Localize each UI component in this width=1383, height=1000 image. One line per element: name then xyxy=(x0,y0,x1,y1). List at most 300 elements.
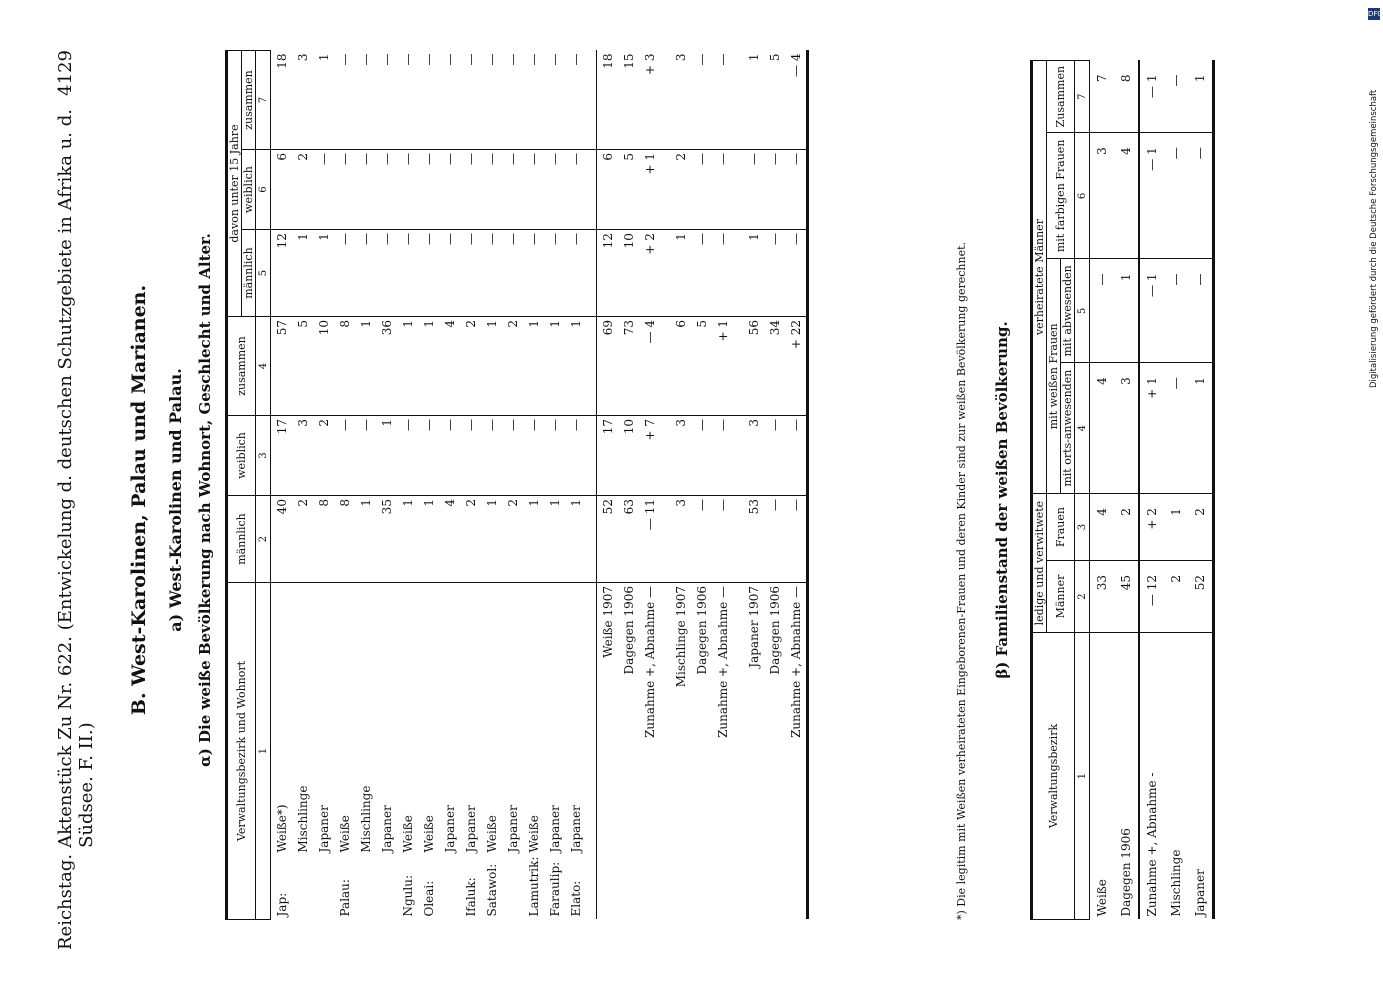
table-cell: 4 xyxy=(1090,494,1115,561)
table-cell: 1 xyxy=(481,317,502,416)
column-number: 4 xyxy=(1075,363,1090,494)
table-cell: 2 xyxy=(292,150,313,230)
summary-cell: — xyxy=(785,416,808,496)
table-cell: 4 xyxy=(1090,363,1115,494)
summary-cell: 17 xyxy=(597,416,619,496)
section-alpha-title: α) Die weiße Bevölkerung nach Wohnort, Geschlecht und Alter. xyxy=(196,233,214,767)
table-cell: — xyxy=(418,51,439,150)
footnote: *) Die legitim mit Weißen verheirateten Eingeborenen-Frauen und deren Kinder sind zur weißen Bevölkerung gerechnet. xyxy=(955,241,968,920)
summary-cell: 63 xyxy=(618,496,639,583)
header-left: Reichstag. xyxy=(55,853,76,950)
spacer-row xyxy=(660,51,670,920)
summary-cell: — xyxy=(785,230,808,317)
page-header xyxy=(55,50,97,950)
table-cell: — 1 xyxy=(1139,61,1164,133)
summary-cell: + 1 xyxy=(639,150,660,230)
summary-cell: — xyxy=(712,150,733,230)
summary-cell: — 11 xyxy=(639,496,660,583)
table-cell: — xyxy=(1164,133,1188,259)
dfg-logo: DFG xyxy=(1368,10,1383,18)
head2-verheiratete: verheiratete Männer xyxy=(1032,61,1047,494)
table-cell: — xyxy=(397,230,418,317)
head-zusammen: zusammen xyxy=(227,317,256,416)
row-label: Dagegen 1906 xyxy=(1119,828,1133,917)
summary-row xyxy=(764,51,785,920)
table-cell: 2 xyxy=(1164,561,1188,633)
table-cell: — xyxy=(355,416,376,496)
table-cell: 1 xyxy=(523,496,544,583)
column-number: 1 xyxy=(256,583,271,920)
summary-cell: 1 xyxy=(670,230,691,317)
table-cell: 10 xyxy=(313,317,334,416)
row-stand: Weiße xyxy=(421,815,436,853)
row-bezirk: Satawol: xyxy=(484,863,499,917)
summary-cell: — xyxy=(712,51,733,150)
table-cell: — xyxy=(502,51,523,150)
summary-row xyxy=(785,51,808,920)
table-row xyxy=(355,51,376,920)
summary-cell: + 3 xyxy=(639,51,660,150)
column-number: 1 xyxy=(1075,633,1090,920)
table-cell: 1 xyxy=(1164,494,1188,561)
table-cell: — xyxy=(544,51,565,150)
table-cell: 1 xyxy=(376,416,397,496)
table-cell: 2 xyxy=(1188,494,1214,561)
table-cell: — xyxy=(565,230,586,317)
column-number: 3 xyxy=(256,416,271,496)
section-a-title: a) West-Karolinen und Palau. xyxy=(166,368,185,632)
row-bezirk: Ifaluk: xyxy=(463,877,478,917)
table-row xyxy=(1188,61,1214,920)
table-cell: — xyxy=(1164,259,1188,363)
head2-zusammen: Zusammen xyxy=(1047,61,1075,133)
table-cell: 1 xyxy=(565,496,586,583)
summary-row xyxy=(639,51,660,920)
head2-farbigen: mit farbigen Frauen xyxy=(1047,133,1075,259)
summary-cell: 3 xyxy=(670,496,691,583)
table-cell: — xyxy=(1090,259,1115,363)
column-number: 5 xyxy=(1075,259,1090,363)
table-cell: 45 xyxy=(1114,561,1139,633)
row-label xyxy=(439,583,460,920)
row-bezirk: Elato: xyxy=(568,880,583,917)
column-number: 4 xyxy=(256,317,271,416)
table-cell: — xyxy=(355,150,376,230)
summary-cell: 6 xyxy=(597,150,619,230)
summary-row xyxy=(691,51,712,920)
column-number: 6 xyxy=(256,150,271,230)
table-cell: — xyxy=(523,416,544,496)
table-cell: 1 xyxy=(355,496,376,583)
row-label xyxy=(271,583,293,920)
table-cell: — xyxy=(481,230,502,317)
table-cell: — xyxy=(334,150,355,230)
summary-cell: — xyxy=(691,230,712,317)
table-cell: 40 xyxy=(271,496,293,583)
table-cell: 52 xyxy=(1188,561,1214,633)
table-cell: 7 xyxy=(1090,61,1115,133)
summary-label: Japaner 1907 xyxy=(746,586,761,668)
table-cell: — xyxy=(565,416,586,496)
summary-cell: — xyxy=(691,416,712,496)
table-cell: 18 xyxy=(271,51,293,150)
table-cell: 1 xyxy=(397,496,418,583)
row-stand: Japaner xyxy=(505,805,520,853)
row-label xyxy=(523,583,544,920)
summary-cell: 3 xyxy=(670,416,691,496)
summary-cell: — xyxy=(691,51,712,150)
summary-cell: — xyxy=(743,150,764,230)
row-bezirk: Faraulip: xyxy=(547,861,562,917)
row-stand: Japaner xyxy=(442,805,457,853)
table-cell: + 1 xyxy=(1139,363,1164,494)
table-cell: — xyxy=(523,150,544,230)
summary-cell: 10 xyxy=(618,416,639,496)
head2-ortsanwesend: mit orts-anwesenden xyxy=(1061,363,1075,494)
table-cell: 36 xyxy=(376,317,397,416)
summary-cell: 5 xyxy=(764,51,785,150)
table-cell: 1 xyxy=(544,496,565,583)
head-maennlich: männlich xyxy=(227,496,256,583)
row-bezirk: Oleai: xyxy=(421,880,436,917)
summary-cell: — xyxy=(764,496,785,583)
table-cell: — xyxy=(565,150,586,230)
summary-cell: 10 xyxy=(618,230,639,317)
column-number: 5 xyxy=(256,230,271,317)
table-cell: — xyxy=(544,416,565,496)
table-cell: — xyxy=(544,150,565,230)
table-cell: — xyxy=(334,51,355,150)
table-row xyxy=(544,51,565,920)
row-bezirk: Palau: xyxy=(337,879,352,917)
row-label xyxy=(334,583,355,920)
table-row xyxy=(292,51,313,920)
table-row xyxy=(397,51,418,920)
table-cell: 3 xyxy=(1090,133,1115,259)
table-cell: 1 xyxy=(313,51,334,150)
table-cell: — xyxy=(481,51,502,150)
table-cell: 6 xyxy=(271,150,293,230)
row-stand: Weiße xyxy=(337,815,352,853)
head-unter15: davon unter 15 Jahre xyxy=(227,51,242,317)
table-cell: 1 xyxy=(1114,259,1139,363)
table-cell: — xyxy=(355,51,376,150)
summary-label: Zunahme +, Abnahme — xyxy=(788,586,803,738)
row-stand: Weiße*) xyxy=(274,804,289,853)
summary-label: Dagegen 1906 xyxy=(694,586,709,675)
table-cell: — xyxy=(439,150,460,230)
summary-cell: 1 xyxy=(743,230,764,317)
table-cell: — xyxy=(418,416,439,496)
table-row xyxy=(523,51,544,920)
summary-cell: 69 xyxy=(597,317,619,416)
row-label: Weiße xyxy=(1095,879,1109,917)
row-stand: Weiße xyxy=(400,815,415,853)
table-cell: — xyxy=(1164,363,1188,494)
table-cell: 2 xyxy=(502,496,523,583)
table-cell: — xyxy=(502,230,523,317)
table-cell: — xyxy=(502,416,523,496)
head2-abwesend: mit abwesenden xyxy=(1061,259,1075,363)
spacer-row xyxy=(733,51,743,920)
table-cell: — xyxy=(418,230,439,317)
table-cell: 2 xyxy=(460,496,481,583)
table-cell: 2 xyxy=(1114,494,1139,561)
row-stand: Japaner xyxy=(547,805,562,853)
table-row xyxy=(271,51,293,920)
summary-label: Mischlinge 1907 xyxy=(673,586,688,688)
head2-maenner: Männer xyxy=(1047,561,1075,633)
table-row xyxy=(502,51,523,920)
table-cell: + 2 xyxy=(1139,494,1164,561)
column-number: 7 xyxy=(256,51,271,150)
summary-cell: — xyxy=(764,230,785,317)
table-cell: — xyxy=(460,51,481,150)
table-cell: 1 xyxy=(565,317,586,416)
row-stand: Mischlinge xyxy=(358,785,373,853)
population-table xyxy=(225,50,809,920)
table-cell: 3 xyxy=(1114,363,1139,494)
table-cell: 8 xyxy=(334,317,355,416)
row-label xyxy=(418,583,439,920)
summary-cell: 53 xyxy=(743,496,764,583)
table-row xyxy=(1090,61,1115,920)
page-number: 4129 xyxy=(55,50,76,96)
table-cell: 2 xyxy=(460,317,481,416)
section-b-title: B. West-Karolinen, Palau und Marianen. xyxy=(128,284,150,716)
table-cell: 1 xyxy=(418,496,439,583)
table-cell: 2 xyxy=(502,317,523,416)
table-cell: — xyxy=(1188,259,1214,363)
summary-cell: 12 xyxy=(597,230,619,317)
table-row xyxy=(1164,61,1188,920)
table-cell: 3 xyxy=(292,416,313,496)
family-status-table xyxy=(1030,60,1215,920)
summary-label: Dagegen 1906 xyxy=(621,586,636,675)
summary-cell: — xyxy=(764,416,785,496)
head2-mit-weissen: mit weißen Frauen xyxy=(1047,259,1061,494)
row-label: Japaner xyxy=(1193,869,1207,917)
population-table-body xyxy=(271,51,808,920)
table-cell: 1 xyxy=(418,317,439,416)
table-cell: — xyxy=(460,416,481,496)
table-cell: — xyxy=(397,51,418,150)
summary-cell: 3 xyxy=(743,416,764,496)
summary-cell: + 22 xyxy=(785,317,808,416)
summary-cell: 56 xyxy=(743,317,764,416)
summary-row xyxy=(743,51,764,920)
row-label xyxy=(313,583,334,920)
row-label xyxy=(544,583,565,920)
summary-cell: 6 xyxy=(670,317,691,416)
table-cell: 4 xyxy=(439,496,460,583)
row-label xyxy=(397,583,418,920)
table-cell: — xyxy=(439,230,460,317)
table-cell: 1 xyxy=(1188,363,1214,494)
table-row xyxy=(418,51,439,920)
table-cell: — xyxy=(1188,133,1214,259)
table-cell: 4 xyxy=(439,317,460,416)
table-cell: — xyxy=(313,150,334,230)
table-cell: 1 xyxy=(481,496,502,583)
row-label xyxy=(565,583,586,920)
table-cell: 8 xyxy=(334,496,355,583)
row-label xyxy=(460,583,481,920)
table-cell: — xyxy=(439,416,460,496)
table-cell: 8 xyxy=(1114,61,1139,133)
table-cell: — xyxy=(523,51,544,150)
table-cell: 5 xyxy=(292,317,313,416)
summary-cell: — xyxy=(712,496,733,583)
table-cell: — xyxy=(481,150,502,230)
family-status-table-body xyxy=(1090,61,1214,920)
head-u15-maennlich: männlich xyxy=(242,230,256,317)
column-number: 2 xyxy=(256,496,271,583)
column-number: 7 xyxy=(1075,61,1090,133)
table-cell: — xyxy=(334,416,355,496)
row-stand: Japaner xyxy=(568,805,583,853)
column-number: 3 xyxy=(1075,494,1090,561)
summary-cell: 5 xyxy=(691,317,712,416)
table-cell: 2 xyxy=(313,416,334,496)
table-cell: 1 xyxy=(523,317,544,416)
table-cell: — xyxy=(376,51,397,150)
table-cell: 2 xyxy=(292,496,313,583)
table-cell: 1 xyxy=(313,230,334,317)
head2-bezirk: Verwaltungsbezirk xyxy=(1032,633,1075,920)
table-cell: 1 xyxy=(1188,61,1214,133)
row-label xyxy=(292,583,313,920)
summary-cell: 2 xyxy=(670,150,691,230)
dfg-credit: Digitalisierung gefördert durch die Deutsche Forschungsgemeinschaft xyxy=(1369,89,1379,388)
summary-label: Zunahme +, Abnahme — xyxy=(642,586,657,738)
row-label: Zunahme +, Abnahme - xyxy=(1139,633,1164,920)
section-beta-title: β) Familienstand der weißen Bevölkerung. xyxy=(993,321,1011,679)
table-cell: — xyxy=(397,416,418,496)
table-row xyxy=(565,51,586,920)
header-middle: Aktenstück Zu Nr. 622. (Entwickelung d. deutschen Schutzgebiete in Afrika u. d. Südsee. F. II.) xyxy=(55,109,97,848)
row-stand: Japaner xyxy=(379,805,394,853)
table-cell: 4 xyxy=(1114,133,1139,259)
row-stand: Japaner xyxy=(316,805,331,853)
row-bezirk: Ngulu: xyxy=(400,874,415,917)
table-cell: — xyxy=(418,150,439,230)
table-cell: — xyxy=(376,230,397,317)
summary-cell: — xyxy=(691,150,712,230)
table-cell: 1 xyxy=(544,317,565,416)
row-stand: Weiße xyxy=(484,815,499,853)
summary-cell: — xyxy=(712,416,733,496)
row-bezirk: Lamutrik: xyxy=(526,856,541,917)
column-number: 6 xyxy=(1075,133,1090,259)
table-row xyxy=(439,51,460,920)
table-cell: — xyxy=(355,230,376,317)
table-cell: 12 xyxy=(271,230,293,317)
table-row xyxy=(481,51,502,920)
row-label xyxy=(481,583,502,920)
table-cell: — xyxy=(376,150,397,230)
summary-cell: 1 xyxy=(743,51,764,150)
table-row xyxy=(313,51,334,920)
summary-cell: + 7 xyxy=(639,416,660,496)
row-stand: Mischlinge xyxy=(295,785,310,853)
table-cell: — xyxy=(439,51,460,150)
table-cell: 17 xyxy=(271,416,293,496)
head-u15-zusammen: zusammen xyxy=(242,51,256,150)
row-label xyxy=(355,583,376,920)
table-cell: — xyxy=(460,150,481,230)
table-cell: — 1 xyxy=(1139,259,1164,363)
table-cell: 8 xyxy=(313,496,334,583)
table-row xyxy=(1114,61,1139,920)
column-numbers xyxy=(256,51,271,920)
row-label xyxy=(376,583,397,920)
table-cell: — 1 xyxy=(1139,133,1164,259)
summary-cell: 5 xyxy=(618,150,639,230)
table-cell: — xyxy=(502,150,523,230)
table-cell: — xyxy=(1164,61,1188,133)
row-stand: Weiße xyxy=(526,815,541,853)
table-row xyxy=(376,51,397,920)
summary-label: Weiße 1907 xyxy=(597,583,619,920)
head2-frauen: Frauen xyxy=(1047,494,1075,561)
summary-cell: — 4 xyxy=(785,51,808,150)
table-cell: 3 xyxy=(292,51,313,150)
table-row xyxy=(1139,61,1164,920)
table-cell: — 12 xyxy=(1139,561,1164,633)
summary-row xyxy=(597,51,619,920)
summary-label: Zunahme +, Abnahme — xyxy=(715,586,730,738)
summary-cell: — xyxy=(785,150,808,230)
summary-cell: 34 xyxy=(764,317,785,416)
summary-cell: 3 xyxy=(670,51,691,150)
summary-cell: + 1 xyxy=(712,317,733,416)
summary-cell: 73 xyxy=(618,317,639,416)
spacer-row xyxy=(586,51,597,920)
head-weiblich: weiblich xyxy=(227,416,256,496)
table-cell: 1 xyxy=(355,317,376,416)
summary-cell: — xyxy=(691,496,712,583)
table-cell: — xyxy=(397,150,418,230)
table-cell: 57 xyxy=(271,317,293,416)
summary-row xyxy=(618,51,639,920)
summary-cell: — xyxy=(764,150,785,230)
table-cell: 1 xyxy=(292,230,313,317)
summary-label: Dagegen 1906 xyxy=(767,586,782,675)
table-cell: — xyxy=(565,51,586,150)
head2-ledige: ledige und verwitwete xyxy=(1032,494,1047,633)
table-cell: 33 xyxy=(1090,561,1115,633)
row-bezirk: Jap: xyxy=(274,892,289,917)
summary-row xyxy=(712,51,733,920)
summary-cell: 15 xyxy=(618,51,639,150)
row-label: Mischlinge xyxy=(1169,849,1183,917)
column-numbers-2 xyxy=(1075,61,1090,920)
table-row xyxy=(334,51,355,920)
head-u15-weiblich: weiblich xyxy=(242,150,256,230)
summary-cell: — xyxy=(785,496,808,583)
head-bezirk: Verwaltungsbezirk und Wohnort xyxy=(227,583,256,920)
summary-cell: 52 xyxy=(597,496,619,583)
table-cell: 35 xyxy=(376,496,397,583)
summary-cell: — 4 xyxy=(639,317,660,416)
column-number: 2 xyxy=(1075,561,1090,633)
table-cell: — xyxy=(334,230,355,317)
row-stand: Japaner xyxy=(463,805,478,853)
summary-cell: 18 xyxy=(597,51,619,150)
row-label xyxy=(502,583,523,920)
summary-cell: + 2 xyxy=(639,230,660,317)
